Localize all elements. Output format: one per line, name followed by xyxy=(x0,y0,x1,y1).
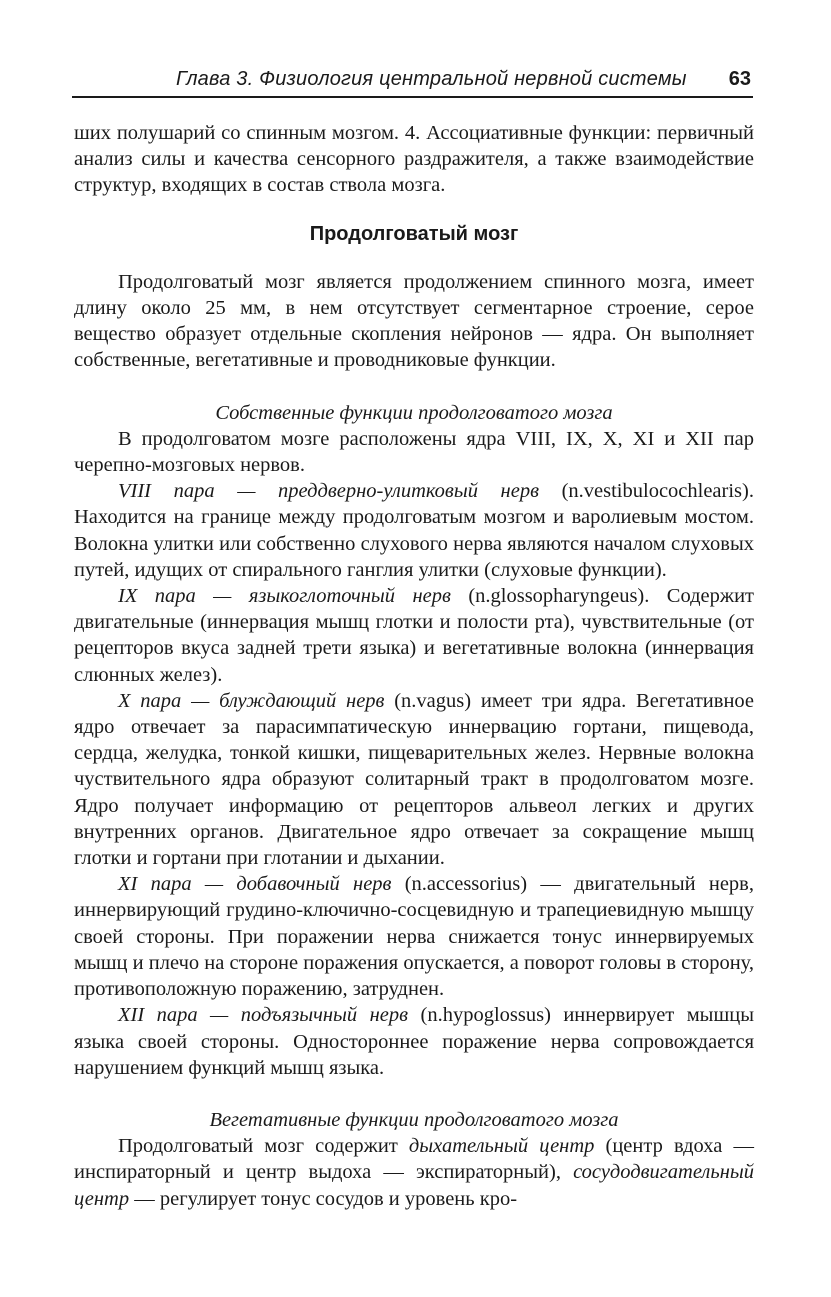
paragraph-vegetative xyxy=(74,1133,754,1212)
text-ix: (n.glossopharyngeus). Содержит двигательные (иннервация мышц глотки и полости рта), чувствительные (от рецепторов вкуса задней трети языка) и вегетативные волокна (иннервация слюнных желез). xyxy=(74,585,754,686)
paragraph-nuclei: В продолговатом мозге расположены ядра VIII, IX, X, XI и XII пар черепно-мозговых нервов. xyxy=(74,427,754,477)
page-body xyxy=(74,120,754,1212)
term-ix: IX пара — языкоглоточный нерв xyxy=(118,585,451,608)
paragraph-xi xyxy=(74,871,754,1002)
veg-term-respiratory: дыхательный центр xyxy=(408,1135,595,1158)
paragraph-xii xyxy=(74,1002,754,1081)
text-x: (n.vagus) имеет три ядра. Вегетативное ядро отвечает за парасимпатическую иннервацию гортани, пищевода, сердца, желудка, тонкой кишки, пищеварительных желез. Нервные волокна чуствительного ядра образуют солитарный тракт в продолговатом мозге. Ядро получает информацию от рецепторов альвеол легких и других внутренних органов. Двигательное ядро отвечает за сокращение мышц глотки и гортани при глотании и дыхании. xyxy=(74,689,755,870)
term-xi: XI пара — добавочный нерв xyxy=(118,873,392,896)
paragraph-intro: ших полушарий со спинным мозгом. 4. Ассоциативные функции: первичный анализ силы и качества сенсорного раздражителя, а также взаимодействие структур, входящих в состав ствола мозга. xyxy=(74,122,754,197)
veg-text-3: — регулирует тонус сосудов и уровень кро- xyxy=(129,1187,518,1210)
text-xii: (n.hypoglossus) иннервирует мышцы языка своей стороны. Одностороннее поражение нерва сопровождается нарушением функций мышц языка. xyxy=(74,1004,754,1079)
text-viii: (n.vestibulocochlearis). Находится на границе между продолговатым мозгом и варолиевым мостом. Волокна улитки или собственно слухового нерва являются началом слуховых путей, идущих от спирального ганглия улитки (слуховые функции). xyxy=(74,480,754,581)
subsection-title-1: Собственные функции продолговатого мозга xyxy=(215,401,613,424)
page-number: 63 xyxy=(728,68,751,90)
text-xi: (n.accessorius) — двигательный нерв, иннервирующий грудино-ключично-сосцевидную и трапециевидную мышцу своей стороны. При поражении нерва снижается тонус иннервируемых мышц и плечо на стороне поражения опускается, а поворот головы в сторону, противоположную поражению, затруднен. xyxy=(74,873,754,1001)
paragraph-section: Продолговатый мозг является продолжением спинного мозга, имеет длину около 25 мм, в нем отсутствует сегментарное строение, серое вещество образует отдельные скопления нейронов — ядра. Он выполняет собственные, вегетативные и проводниковые функции. xyxy=(74,270,754,372)
veg-text-1: Продолговатый мозг содержит xyxy=(118,1135,409,1158)
chapter-title: Глава 3. Физиология центральной нервной системы xyxy=(176,68,687,90)
veg-term-vasomotor: сосудодвигательный центр xyxy=(74,1161,754,1210)
term-xii: XII пара — подъязычный нерв xyxy=(118,1004,409,1027)
section-title: Продолговатый мозг xyxy=(309,222,519,245)
paragraph-x xyxy=(74,688,754,871)
paragraph-viii xyxy=(74,478,754,583)
term-x: X пара — блуждающий нерв xyxy=(118,689,385,712)
veg-text-2: (центр вдоха — инспираторный и центр выдоха — экспираторный), xyxy=(74,1135,754,1184)
term-viii: VIII пара — преддверно-улитковый нерв xyxy=(118,480,539,503)
subsection-title-2: Вегетативные функции продолговатого мозга xyxy=(209,1108,619,1131)
paragraph-ix xyxy=(74,583,754,688)
running-header xyxy=(72,60,753,98)
